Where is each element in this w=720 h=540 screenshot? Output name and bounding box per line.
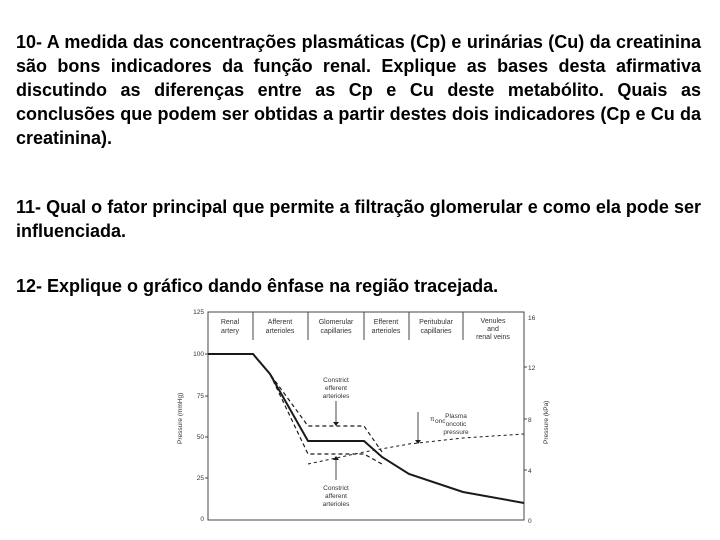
segment-label: Glomerular [318,319,354,326]
dashed-efferent-line [253,354,382,452]
annotation-text: π [430,416,435,423]
arrowhead-icon [333,422,339,426]
right-tick-label: 12 [528,365,536,372]
question-11: 11- Qual o fator principal que permite a filtração glomerular e como ela pode ser influenciada. [16,197,701,241]
annotation-text: pressure [443,429,469,436]
plot-frame [208,312,524,520]
segment-label: Renal [220,319,240,326]
right-tick-label: 16 [528,315,536,322]
right-tick-label: 8 [528,417,532,424]
right-tick-label: 4 [528,468,532,475]
left-tick-label: 75 [196,393,204,400]
right-tick-label: 0 [528,518,532,525]
annotation-text: oncotic [445,421,467,428]
segment-label: Venules [480,318,506,325]
segment-label: Efferent [373,319,399,326]
segment-label: capillaries [420,328,452,335]
renal-pressure-figure [168,304,560,530]
annotation-text: Constrict [323,377,349,384]
segment-label: arterioles [371,328,401,335]
annotation-text: Constrict [323,485,349,492]
segment-label: Peritubular [419,319,453,326]
question-12: 12- Explique o gráfico dando ênfase na região tracejada. [16,276,499,296]
segment-label: renal veins [476,334,510,341]
annotation-text: efferent [325,385,347,392]
question-10: 10- A medida das concentrações plasmáticas (Cp) e urinárias (Cu) da creatinina são bons indicadores da função renal. Explique as bases desta afirmativa discutindo as diferenças entre as Cp e Cu deste metabólito. Quais as conclusões que podem ser obtidas a partir destes dois indicadores (Cp e Cu da creatinina). [16,32,701,148]
annotation-text: afferent [325,493,347,500]
right-axis-title: Pressure (kPa) [543,400,550,444]
annotation-text: arterioles [322,393,350,400]
segment-label: and [487,326,499,333]
left-tick-label: 100 [193,351,204,358]
left-tick-label: 50 [196,434,204,441]
segment-label: arterioles [265,328,295,335]
left-tick-label: 0 [200,516,204,523]
segment-label: Afferent [267,319,293,326]
left-tick-label: 125 [193,309,204,316]
annotation-text: Plasma [445,413,467,420]
left-tick-label: 25 [196,475,204,482]
oncotic-pressure-line [308,434,524,464]
segment-label: artery [221,328,239,335]
segment-label: capillaries [320,328,352,335]
left-axis-title: Pressure (mmHg) [177,392,184,444]
annotation-text: onc [435,418,446,425]
annotation-text: arterioles [322,501,350,508]
